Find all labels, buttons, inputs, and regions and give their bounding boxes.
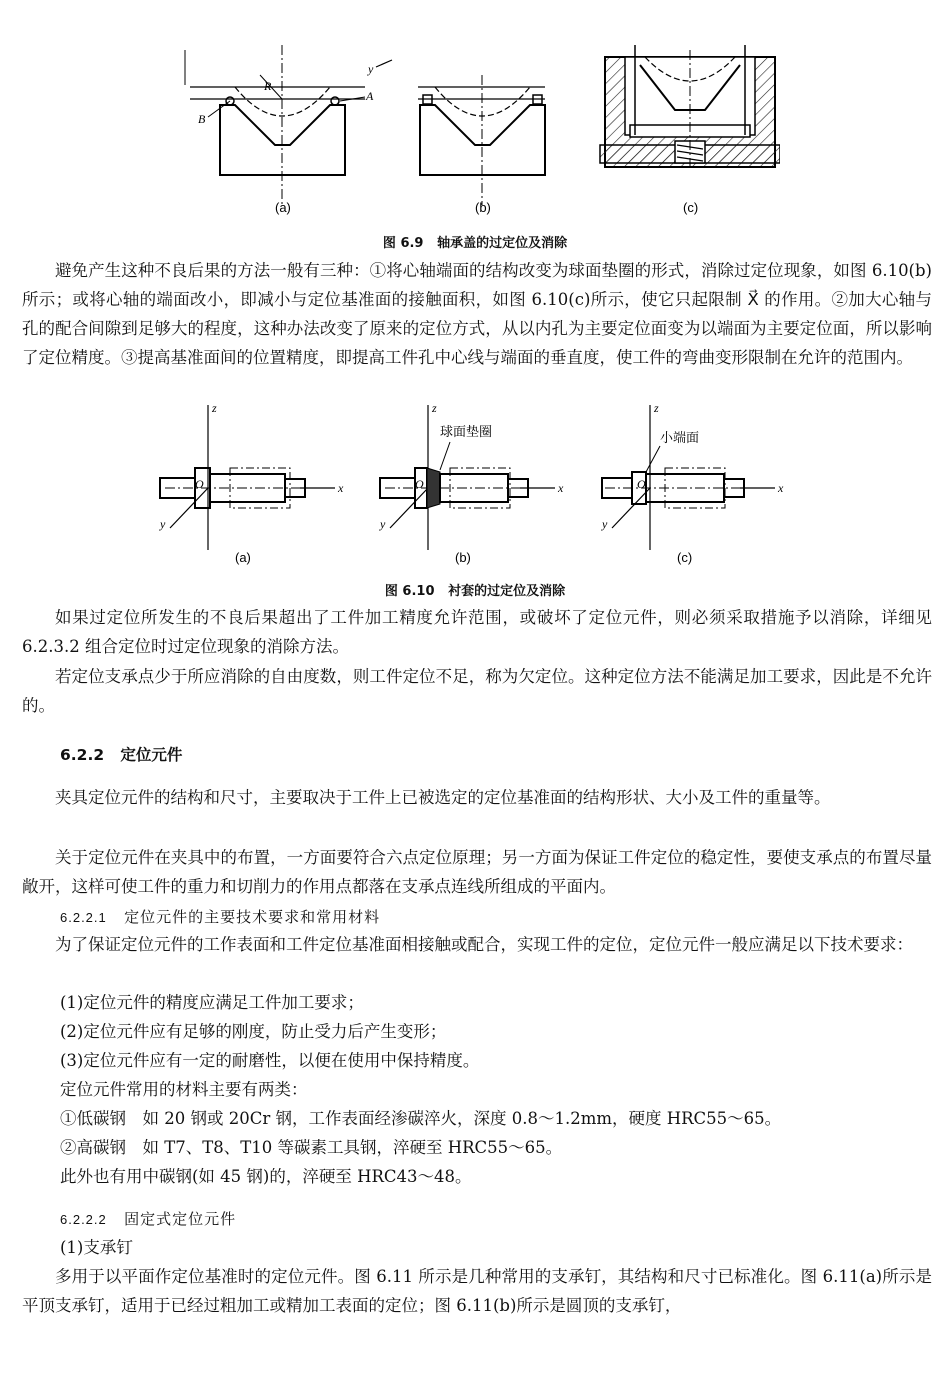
fig610a-label-y: y [160, 517, 166, 531]
figure-6-9a-sketch [185, 45, 365, 205]
subsection-title: 固定式定位元件 [124, 1210, 237, 1228]
fig610a-label-x: x [338, 481, 344, 495]
label-R: R [264, 79, 272, 93]
figure-6-9-drawing [180, 45, 780, 225]
fig610c-label-y: y [602, 517, 608, 531]
subsection-heading-6-2-2-1 [60, 906, 380, 927]
fig610c-label-x: x [778, 481, 784, 495]
label-B: B [198, 112, 206, 126]
section-heading-6-2-2 [60, 743, 182, 765]
fig610b-label-O: O [415, 477, 424, 491]
caption-number: 图 6.10 [384, 584, 435, 599]
fig610a-label-z: z [212, 401, 217, 415]
figure-6-9-caption [0, 232, 950, 251]
paragraph-2: 如果过定位所发生的不良后果超出了工件加工精度允许范围，或破坏了定位元件，则必须采取措施予以消除，详细见 6.2.3.2 组合定位时过定位现象的消除方法。 [22, 608, 932, 656]
caption-text: 衬套的过定位及消除 [448, 584, 566, 599]
section-title: 定位元件 [120, 746, 183, 764]
section-number: 6.2.2 [60, 746, 105, 764]
paragraph-5: 关于定位元件在夹具中的布置，一方面要符合六点定位原理；另一方面为保证工件定位的稳定性，要使支承点的布置尽量敞开，这样可使工件的重力和切削力的作用点都落在支承点连线所组成的平面内。 [22, 848, 932, 896]
paragraph-4: 夹具定位元件的结构和尺寸，主要取决于工件上已被选定的定位基准面的结构形状、大小及工件的重量等。 [55, 788, 831, 807]
figure-6-9 [180, 45, 780, 225]
fig610a-label-O: O [195, 477, 204, 491]
callout-small-end-face: 小端面 [660, 430, 700, 445]
y-axis-arrow [376, 60, 392, 67]
label-A: A [366, 89, 374, 103]
material-1: ①低碳钢 如 20 钢或 20Cr 钢，工作表面经渗碳淬火，深度 0.8～1.2mm，硬度 HRC55～65。 [60, 1109, 782, 1128]
requirement-2: (2)定位元件应有足够的刚度，防止受力后产生变形； [60, 1022, 447, 1041]
fig610b-label-x: x [558, 481, 564, 495]
subsection-number: 6.2.2.1 [60, 910, 107, 925]
figure-6-9-sub-a: (a) [275, 200, 291, 215]
fig610c-label-O: O [637, 477, 646, 491]
fig610c-label-z: z [654, 401, 659, 415]
figure-6-10a-sketch [160, 405, 335, 550]
paragraph-3: 若定位支承点少于所应消除的自由度数，则工件定位不足，称为欠定位。这种定位方法不能满足加工要求，因此是不允许的。 [22, 667, 932, 715]
paragraph-1: 避免产生这种不良后果的方法一般有三种：①将心轴端面的结构改变为球面垫圈的形式，消除过定位现象，如图 6.10(b)所示；或将心轴的端面改小，即减小与定位基准面的接触面积，如图 6.10(c)所示，使它只起限制 X⃗ 的作用。②加大心轴与孔的配合间隙到足够大的程度，这种办法改变了原来的定位方式，从以内孔为主要定位面变为以端面为主要定位面，所以影响了定位精度。③提高基准面间的位置精度，即提高工件孔中心线与端面的垂直度，使工件的弯曲变形限制在允许的范围内。 [22, 261, 932, 367]
figure-6-9-sub-c: (c) [683, 200, 699, 215]
paragraph-7: 多用于以平面作定位基准时的定位元件。图 6.11 所示是几种常用的支承钉，其结构和尺寸已标准化。图 6.11(a)所示是平顶支承钉，适用于已经过粗加工或精加工表面的定位；图 6.11(b)所示是圆顶的支承钉， [22, 1267, 932, 1315]
fig610b-label-y: y [380, 517, 386, 531]
material-3: 此外也有用中碳钢(如 45 钢)的，淬硬至 HRC43～48。 [60, 1167, 472, 1186]
figure-6-9-sub-b: (b) [475, 200, 491, 215]
caption-number: 图 6.9 [382, 236, 424, 251]
requirement-1: (1)定位元件的精度应满足工件加工要求； [60, 993, 364, 1012]
label-y: y [368, 62, 374, 76]
subsection-heading-6-2-2-2 [60, 1208, 236, 1229]
material-2: ②高碳钢 如 T7、T8、T10 等碳素工具钢，淬硬至 HRC55～65。 [60, 1138, 563, 1157]
figure-6-9c-sketch [600, 45, 780, 170]
figure-6-10c-sketch [602, 405, 775, 550]
figure-6-10-sub-a: (a) [235, 550, 251, 565]
materials-intro: 定位元件常用的材料主要有两类： [60, 1080, 308, 1099]
fig610b-label-z: z [432, 401, 437, 415]
callout-spherical-washer: 球面垫圈 [440, 424, 493, 439]
figure-6-10-sub-b: (b) [455, 550, 471, 565]
paragraph-6: 为了保证定位元件的工作表面和工件定位基准面相接触或配合，实现工件的定位，定位元件一般应满足以下技术要求： [55, 935, 913, 954]
item-support-pin: (1)支承钉 [60, 1238, 133, 1257]
figure-6-10-sub-c: (c) [677, 550, 693, 565]
subsection-number: 6.2.2.2 [60, 1212, 107, 1227]
figure-6-10 [150, 400, 810, 570]
subsection-title: 定位元件的主要技术要求和常用材料 [124, 908, 381, 926]
figure-6-10-caption [0, 580, 950, 599]
figure-6-9b-sketch [418, 75, 545, 205]
figure-6-10-drawing [150, 400, 810, 570]
caption-text: 轴承盖的过定位及消除 [437, 236, 568, 251]
requirement-3: (3)定位元件应有一定的耐磨性，以便在使用中保持精度。 [60, 1051, 480, 1070]
